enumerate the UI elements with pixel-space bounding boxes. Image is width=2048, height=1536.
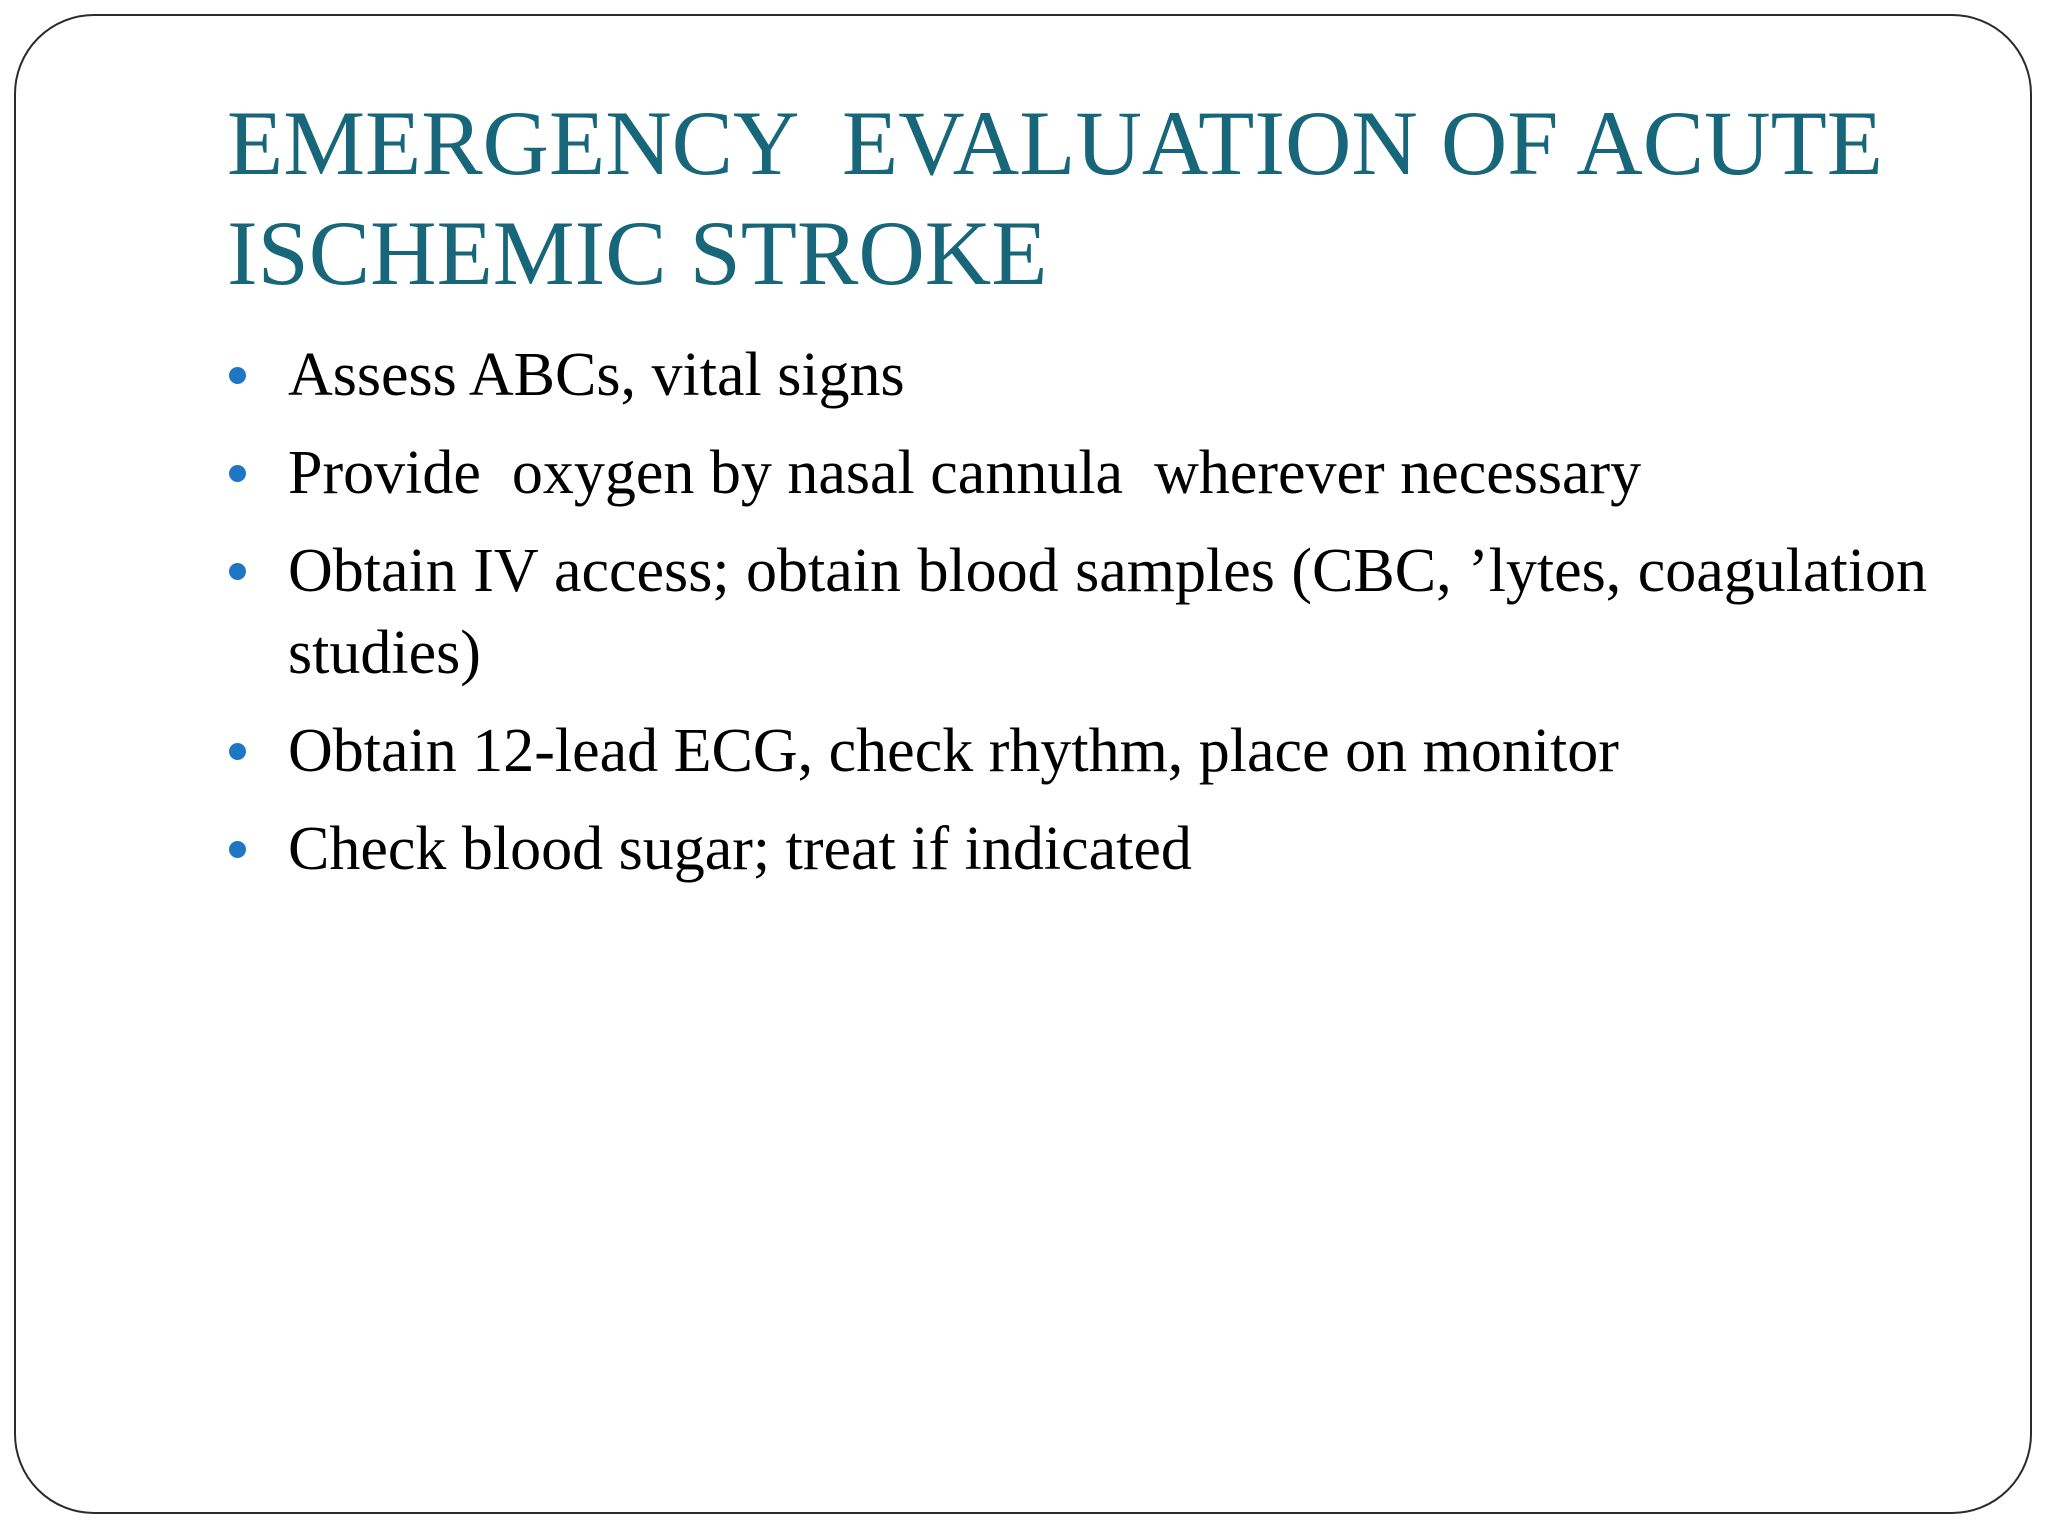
bullet-text: Obtain 12-lead ECG, check rhythm, place on monitor (288, 717, 1619, 785)
slide-title (227, 88, 1927, 308)
bullet-dot-icon (229, 841, 246, 858)
slide-title-line-2: ISCHEMIC STROKE (227, 202, 1048, 304)
bullet-text: Obtain IV access; obtain blood samples (CBC, ’lytes, coagulation studies) (288, 537, 1943, 687)
bullet-dot-icon (229, 563, 246, 580)
bullet-item-obtain-ecg (227, 710, 1927, 792)
bullet-text: Assess ABCs, vital signs (288, 341, 905, 409)
bullet-dot-icon (229, 465, 246, 482)
slide-title-line-1: EMERGENCY EVALUATION OF ACUTE (227, 92, 1883, 194)
bullet-text: Provide oxygen by nasal cannula wherever necessary (288, 439, 1642, 507)
bullet-dot-icon (229, 743, 246, 760)
bullet-item-assess-abcs (227, 334, 1927, 416)
bullet-item-check-blood-sugar (227, 808, 1927, 890)
bullet-dot-icon (229, 367, 246, 384)
bullet-text: Check blood sugar; treat if indicated (288, 815, 1192, 883)
bullet-item-obtain-iv-access (227, 530, 1943, 694)
bullet-item-provide-oxygen (227, 432, 1927, 514)
bullet-list (227, 334, 1943, 906)
